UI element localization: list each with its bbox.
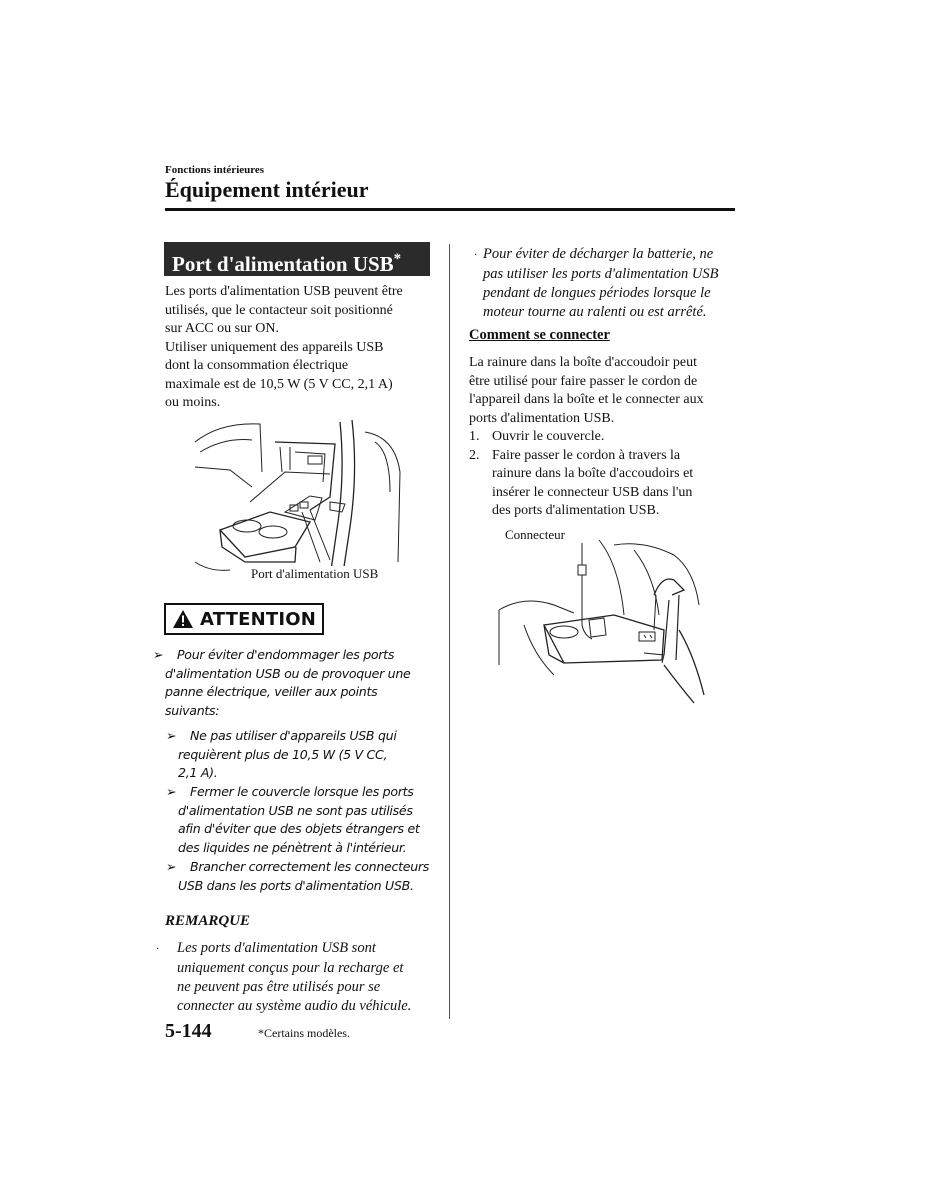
caution-sub-line: Brancher correctement les connecteurs xyxy=(190,859,430,874)
footnote: *Certains modèles. xyxy=(258,1026,350,1040)
text-line: insérer le connecteur USB dans l'un xyxy=(492,484,693,500)
caution-main-item xyxy=(153,646,449,721)
step-line: Faire passer le cordon à travers la xyxy=(492,447,681,463)
text-line: des liquides ne pénètrent à l'intérieur. xyxy=(178,840,407,856)
connector-illustration xyxy=(494,535,709,705)
text-line xyxy=(156,939,452,959)
text-line: l'appareil dans la boîte et le connecter aux xyxy=(469,392,704,407)
text-line: maximale est de 10,5 W (5 V CC, 2,1 A) xyxy=(165,376,393,392)
arrow-bullet-icon: ➢ xyxy=(153,647,164,662)
text-line xyxy=(166,858,452,877)
text-line: rainure dans la boîte d'accoudoirs et xyxy=(492,466,694,481)
text-line: connecter au système audio du véhicule. xyxy=(177,998,412,1014)
usb-section-title-text: Port d'alimentation USB xyxy=(172,252,394,276)
text-line: 2,1 A). xyxy=(178,765,218,781)
text-line: d'alimentation USB ne sont pas utilisés xyxy=(178,802,413,818)
section-label: Fonctions intérieures xyxy=(165,164,265,176)
step-item xyxy=(469,447,734,521)
connect-paragraph xyxy=(469,354,734,521)
figure-caption: Connecteur xyxy=(505,527,565,542)
text-line: panne électrique, veiller aux points xyxy=(165,684,378,700)
step-number: 2. xyxy=(469,447,480,463)
text-line xyxy=(153,646,449,665)
column-divider xyxy=(449,244,450,1019)
text-line: moteur tourne au ralenti ou est arrêté. xyxy=(483,304,707,320)
text-line: utilisés, que le contacteur soit positionné xyxy=(165,302,393,318)
usb-section-title xyxy=(164,242,430,276)
text-line: USB dans les ports d'alimentation USB. xyxy=(178,877,414,893)
text-line xyxy=(469,447,734,466)
text-line xyxy=(166,727,452,746)
text-line: requièrent plus de 10,5 W (5 V CC, xyxy=(178,746,388,762)
dot-bullet-icon: · xyxy=(474,250,478,261)
text-line: dont la consommation électrique xyxy=(165,358,349,373)
caution-sub-item xyxy=(166,783,452,858)
text-line xyxy=(469,428,734,447)
text-line: uniquement conçus pour la recharge et xyxy=(177,960,404,976)
text-line: pas utiliser les ports d'alimentation USB xyxy=(483,266,719,282)
note-line: Pour éviter de décharger la batterie, ne xyxy=(483,246,714,262)
text-line: être utilisé pour faire passer le cordon de xyxy=(469,373,698,389)
text-line: ports d'alimentation USB. xyxy=(469,410,615,426)
text-line: suivants: xyxy=(165,703,220,719)
text-line: ne peuvent pas être utilisés pour se xyxy=(177,979,381,995)
attention-box xyxy=(164,603,324,635)
caution-sub-item xyxy=(166,858,452,895)
text-line: des ports d'alimentation USB. xyxy=(492,503,660,518)
caution-main-line: Pour éviter d'endommager les ports xyxy=(177,647,395,662)
attention-label: ATTENTION xyxy=(200,608,317,630)
note-line: Les ports d'alimentation USB sont xyxy=(177,940,376,956)
text-line: d'alimentation USB ou de provoquer une xyxy=(165,665,411,681)
text-line: pendant de longues périodes lorsque le xyxy=(483,285,711,301)
arrow-bullet-icon: ➢ xyxy=(166,859,177,874)
usb-port-illustration xyxy=(190,412,405,584)
caution-sub-item xyxy=(166,727,452,783)
text-line: Les ports d'alimentation USB peuvent être xyxy=(165,284,403,299)
step-item xyxy=(469,428,734,447)
step-number: 1. xyxy=(469,429,480,444)
models-marker: * xyxy=(393,251,402,267)
warning-triangle-icon xyxy=(172,609,194,629)
text-line: sur ACC ou sur ON. xyxy=(165,321,279,336)
text-line: ou moins. xyxy=(165,395,221,410)
arrow-bullet-icon: ➢ xyxy=(166,728,177,743)
dot-bullet-icon: · xyxy=(156,944,160,955)
caution-sub-line: Fermer le couvercle lorsque les ports xyxy=(190,784,414,799)
arrow-bullet-icon: ➢ xyxy=(166,784,177,799)
figure-caption: Port d'alimentation USB xyxy=(251,566,379,581)
page-number: 5-144 xyxy=(165,1020,212,1042)
text-line xyxy=(474,245,744,265)
remarque-heading: REMARQUE xyxy=(165,913,251,929)
text-line: afin d'éviter que des objets étrangers et xyxy=(178,821,420,837)
remarque-note xyxy=(156,939,452,1016)
step-line: Ouvrir le couvercle. xyxy=(492,429,605,444)
header-rule xyxy=(165,208,735,211)
text-line: La rainure dans la boîte d'accoudoir peut xyxy=(469,355,697,370)
remarque-note-continued xyxy=(474,245,744,322)
text-line: Utiliser uniquement des appareils USB xyxy=(165,339,384,355)
text-line xyxy=(166,783,452,802)
connect-heading: Comment se connecter xyxy=(469,327,610,343)
usb-intro-paragraph xyxy=(165,283,440,413)
caution-sub-line: Ne pas utiliser d'appareils USB qui xyxy=(190,728,397,743)
page-title: Équipement intérieur xyxy=(165,177,369,202)
